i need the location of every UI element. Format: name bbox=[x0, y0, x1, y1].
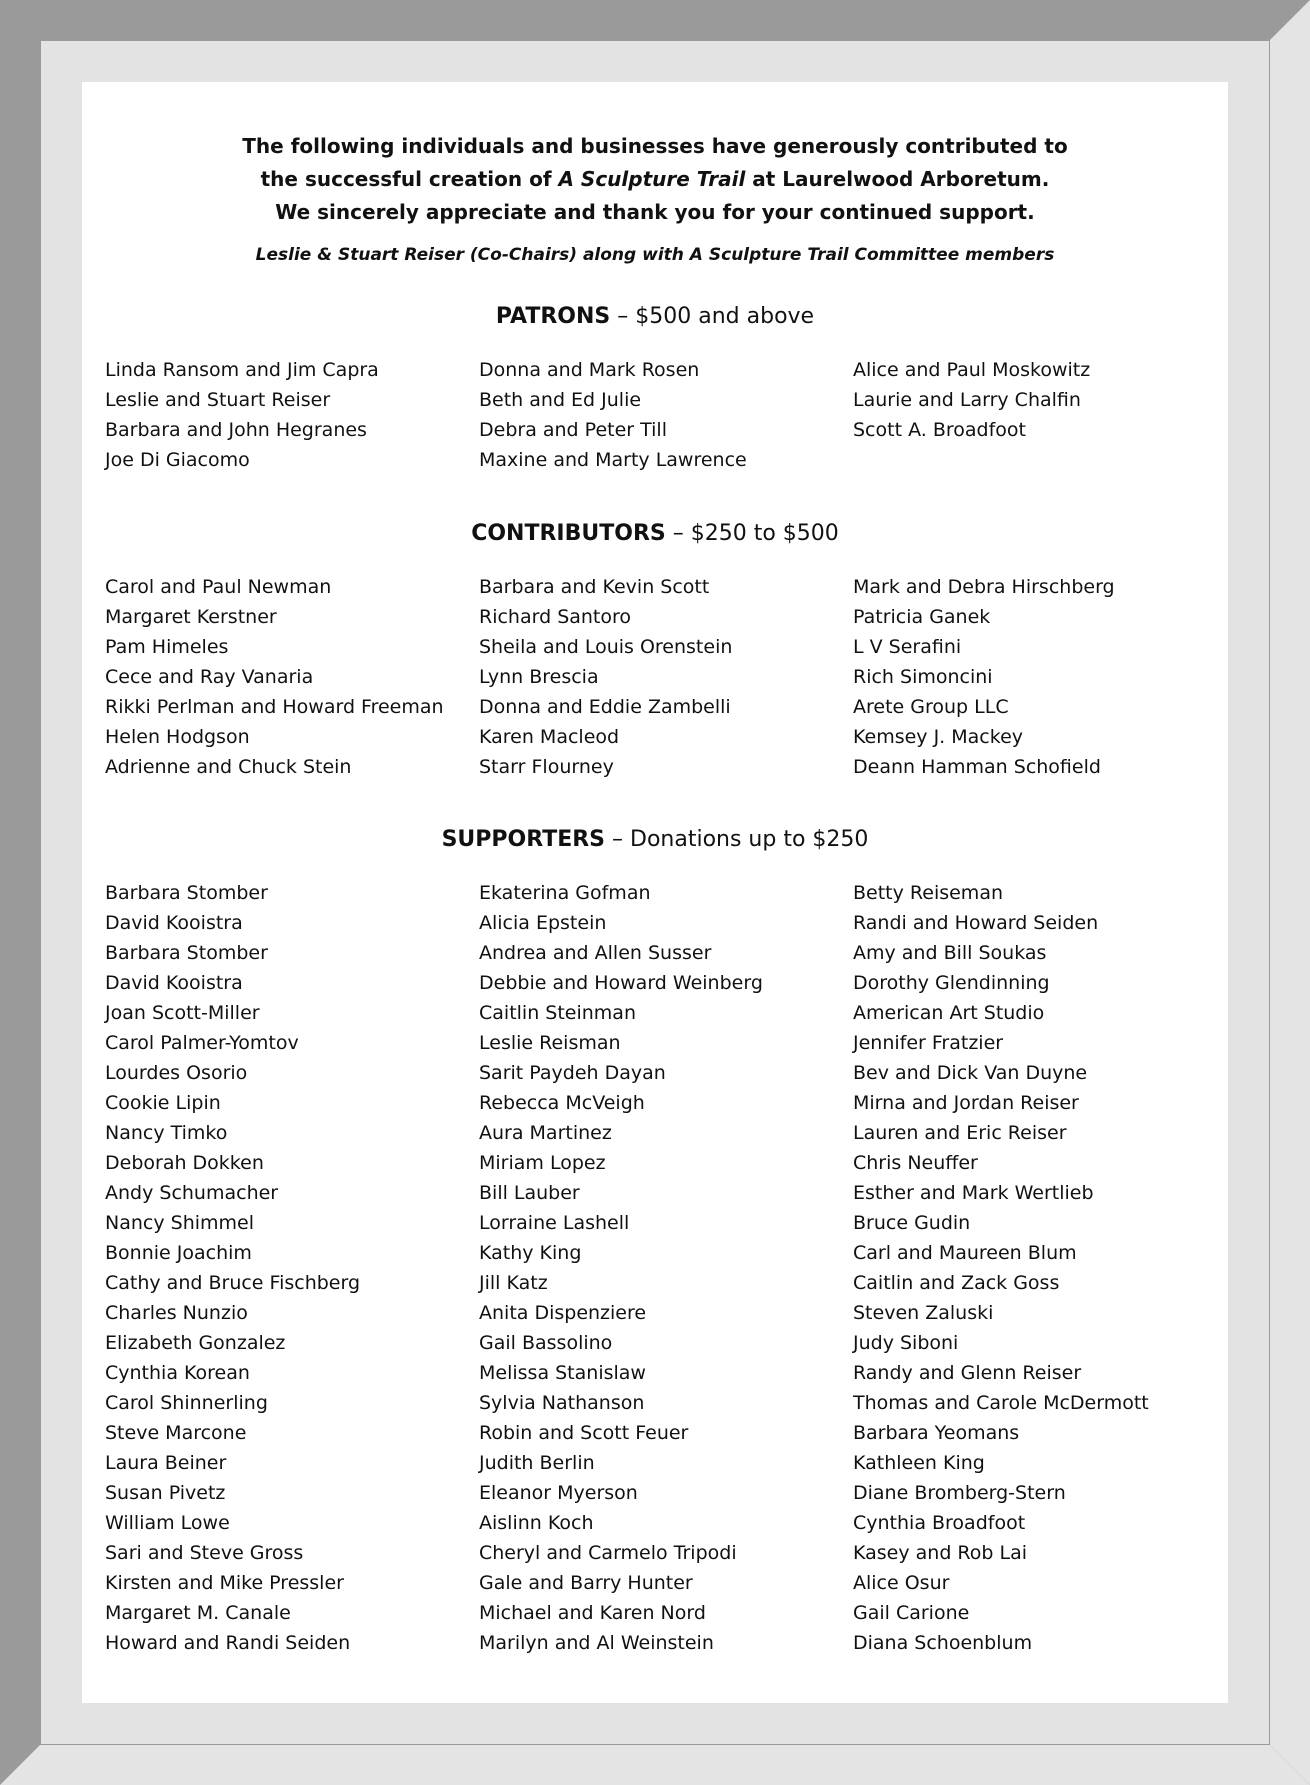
donor-name: Diane Bromberg-Stern bbox=[853, 1482, 1066, 1504]
donor-name: American Art Studio bbox=[853, 1002, 1045, 1024]
patrons-title: PATRONS bbox=[495, 304, 611, 329]
donor-name: Aura Martinez bbox=[479, 1122, 612, 1144]
donor-name: Sarit Paydeh Dayan bbox=[479, 1062, 666, 1084]
donor-name: Aislinn Koch bbox=[479, 1512, 594, 1534]
donor-name: Bonnie Joachim bbox=[105, 1242, 252, 1264]
donor-name: Cheryl and Carmelo Tripodi bbox=[479, 1542, 737, 1564]
donor-name: Ekaterina Gofman bbox=[479, 882, 651, 904]
donor-name: Bill Lauber bbox=[479, 1182, 580, 1204]
donor-name: David Kooistra bbox=[105, 912, 243, 934]
donor-name: Miriam Lopez bbox=[479, 1152, 606, 1174]
donor-name: Alice Osur bbox=[853, 1572, 950, 1594]
supporters-list bbox=[105, 878, 1215, 1658]
donor-name: Donna and Mark Rosen bbox=[479, 359, 700, 381]
donor-name: Cookie Lipin bbox=[105, 1092, 221, 1114]
trail-name: A Sculpture Trail bbox=[558, 167, 746, 191]
supporters-column-3 bbox=[853, 878, 1223, 1658]
patrons-column-1 bbox=[105, 355, 475, 475]
donor-name: Linda Ransom and Jim Capra bbox=[105, 359, 379, 381]
donor-name: Nancy Timko bbox=[105, 1122, 228, 1144]
donor-name: Mirna and Jordan Reiser bbox=[853, 1092, 1079, 1114]
donor-name: Barbara Yeomans bbox=[853, 1422, 1020, 1444]
donor-name: Leslie Reisman bbox=[479, 1032, 621, 1054]
donor-name: Laura Beiner bbox=[105, 1452, 227, 1474]
contributors-heading bbox=[82, 519, 1228, 549]
donor-name: Laurie and Larry Chalfin bbox=[853, 389, 1081, 411]
supporters-title: SUPPORTERS bbox=[441, 827, 606, 852]
donor-name: Diana Schoenblum bbox=[853, 1632, 1033, 1654]
donor-name: Charles Nunzio bbox=[105, 1302, 248, 1324]
donor-name: Adrienne and Chuck Stein bbox=[105, 756, 352, 778]
donor-name: Rebecca McVeigh bbox=[479, 1092, 645, 1114]
patrons-heading bbox=[82, 302, 1228, 332]
donor-name: Leslie and Stuart Reiser bbox=[105, 389, 331, 411]
donor-name: Dorothy Glendinning bbox=[853, 972, 1050, 994]
donor-name: Elizabeth Gonzalez bbox=[105, 1332, 286, 1354]
donor-name: Karen Macleod bbox=[479, 726, 620, 748]
donor-name: Cece and Ray Vanaria bbox=[105, 666, 314, 688]
contributors-column-3 bbox=[853, 572, 1223, 782]
donor-name: Caitlin Steinman bbox=[479, 1002, 636, 1024]
donor-name: Bev and Dick Van Duyne bbox=[853, 1062, 1088, 1084]
donor-name: Lynn Brescia bbox=[479, 666, 599, 688]
patrons-list bbox=[105, 355, 1215, 475]
donor-name: Susan Pivetz bbox=[105, 1482, 226, 1504]
supporters-column-2 bbox=[479, 878, 849, 1658]
donor-name: Lourdes Osorio bbox=[105, 1062, 248, 1084]
donor-name: Melissa Stanislaw bbox=[479, 1362, 646, 1384]
donor-name: Joe Di Giacomo bbox=[105, 449, 250, 471]
contributors-column-1 bbox=[105, 572, 475, 782]
donor-name: Sylvia Nathanson bbox=[479, 1392, 645, 1414]
donor-name: Lorraine Lashell bbox=[479, 1212, 630, 1234]
donor-name: Chris Neuffer bbox=[853, 1152, 978, 1174]
donor-name: Carol and Paul Newman bbox=[105, 576, 332, 598]
intro-line-3: We sincerely appreciate and thank you for your continued support. bbox=[275, 200, 1035, 224]
donor-name: Judy Siboni bbox=[853, 1332, 959, 1354]
donor-name: Randy and Glenn Reiser bbox=[853, 1362, 1082, 1384]
donor-name: Kemsey J. Mackey bbox=[853, 726, 1024, 748]
donor-name: Amy and Bill Soukas bbox=[853, 942, 1047, 964]
donor-name: Scott A. Broadfoot bbox=[853, 419, 1026, 441]
donor-name: Nancy Shimmel bbox=[105, 1212, 254, 1234]
intro-line-2-start: the successful creation of bbox=[260, 167, 559, 191]
donor-name: Thomas and Carole McDermott bbox=[853, 1392, 1149, 1414]
donor-name: Deborah Dokken bbox=[105, 1152, 264, 1174]
donor-name: Richard Santoro bbox=[479, 606, 632, 628]
donor-name: Sari and Steve Gross bbox=[105, 1542, 304, 1564]
donor-name: Sheila and Louis Orenstein bbox=[479, 636, 733, 658]
donor-name: Andy Schumacher bbox=[105, 1182, 279, 1204]
donor-name: Barbara and John Hegranes bbox=[105, 419, 367, 441]
donor-name: Carol Palmer-Yomtov bbox=[105, 1032, 299, 1054]
donor-name: Joan Scott-Miller bbox=[105, 1002, 260, 1024]
donor-name: Bruce Gudin bbox=[853, 1212, 971, 1234]
donor-name: Alice and Paul Moskowitz bbox=[853, 359, 1091, 381]
donor-name: Debra and Peter Till bbox=[479, 419, 667, 441]
donor-name: Steven Zaluski bbox=[853, 1302, 994, 1324]
donor-name: Barbara and Kevin Scott bbox=[479, 576, 710, 598]
donor-name: Cynthia Broadfoot bbox=[853, 1512, 1026, 1534]
donor-name: Jill Katz bbox=[479, 1272, 548, 1294]
donor-name: Steve Marcone bbox=[105, 1422, 247, 1444]
donor-name: Jennifer Fratzier bbox=[853, 1032, 1004, 1054]
donor-name: Mark and Debra Hirschberg bbox=[853, 576, 1115, 598]
donor-name: Randi and Howard Seiden bbox=[853, 912, 1099, 934]
donor-name: Rich Simoncini bbox=[853, 666, 993, 688]
donor-name: Gail Bassolino bbox=[479, 1332, 613, 1354]
intro-line-2-end: at Laurelwood Arboretum. bbox=[745, 167, 1050, 191]
donor-name: Helen Hodgson bbox=[105, 726, 250, 748]
donor-name: Howard and Randi Seiden bbox=[105, 1632, 351, 1654]
contributors-column-2 bbox=[479, 572, 849, 782]
donor-name: Barbara Stomber bbox=[105, 942, 268, 964]
donor-name: Carl and Maureen Blum bbox=[853, 1242, 1077, 1264]
patrons-subtitle: – $500 and above bbox=[610, 304, 815, 329]
donor-name: Arete Group LLC bbox=[853, 696, 1009, 718]
donor-name: Lauren and Eric Reiser bbox=[853, 1122, 1067, 1144]
donor-name: Patricia Ganek bbox=[853, 606, 991, 628]
donor-name: David Kooistra bbox=[105, 972, 243, 994]
donor-name: Maxine and Marty Lawrence bbox=[479, 449, 747, 471]
donor-name: Kathy King bbox=[479, 1242, 582, 1264]
donor-name: Esther and Mark Wertlieb bbox=[853, 1182, 1094, 1204]
patrons-column-3 bbox=[853, 355, 1223, 445]
donor-name: Andrea and Allen Susser bbox=[479, 942, 712, 964]
donor-name: Rikki Perlman and Howard Freeman bbox=[105, 696, 444, 718]
contributors-title: CONTRIBUTORS bbox=[471, 521, 666, 546]
donor-name: Betty Reiseman bbox=[853, 882, 1004, 904]
donor-name: Barbara Stomber bbox=[105, 882, 268, 904]
donor-name: Debbie and Howard Weinberg bbox=[479, 972, 763, 994]
donor-name: Marilyn and Al Weinstein bbox=[479, 1632, 714, 1654]
donor-name: Starr Flourney bbox=[479, 756, 614, 778]
supporters-heading bbox=[82, 825, 1228, 855]
donor-page bbox=[82, 82, 1228, 1703]
donor-name: Caitlin and Zack Goss bbox=[853, 1272, 1060, 1294]
donor-name: Margaret M. Canale bbox=[105, 1602, 291, 1624]
supporters-subtitle: – Donations up to $250 bbox=[605, 827, 869, 852]
donor-name: Eleanor Myerson bbox=[479, 1482, 638, 1504]
donor-name: William Lowe bbox=[105, 1512, 230, 1534]
donor-name: Judith Berlin bbox=[479, 1452, 595, 1474]
intro-line-2 bbox=[82, 163, 1228, 196]
donor-name: Michael and Karen Nord bbox=[479, 1602, 706, 1624]
donor-name: Alicia Epstein bbox=[479, 912, 607, 934]
contributors-list bbox=[105, 572, 1215, 782]
donor-name: Gale and Barry Hunter bbox=[479, 1572, 693, 1594]
donor-name: L V Serafini bbox=[853, 636, 962, 658]
intro-text bbox=[82, 130, 1228, 229]
contributors-subtitle: – $250 to $500 bbox=[665, 521, 839, 546]
donor-name: Gail Carione bbox=[853, 1602, 970, 1624]
donor-name: Pam Himeles bbox=[105, 636, 229, 658]
donor-name: Anita Dispenziere bbox=[479, 1302, 647, 1324]
donor-name: Kirsten and Mike Pressler bbox=[105, 1572, 344, 1594]
donor-name: Kasey and Rob Lai bbox=[853, 1542, 1028, 1564]
committee-credit: Leslie & Stuart Reiser (Co-Chairs) along with A Sculpture Trail Committee members bbox=[255, 245, 1055, 265]
donor-name: Carol Shinnerling bbox=[105, 1392, 268, 1414]
donor-name: Margaret Kerstner bbox=[105, 606, 277, 628]
donor-name: Beth and Ed Julie bbox=[479, 389, 642, 411]
donor-name: Robin and Scott Feuer bbox=[479, 1422, 689, 1444]
supporters-column-1 bbox=[105, 878, 475, 1658]
donor-name: Cynthia Korean bbox=[105, 1362, 250, 1384]
donor-name: Kathleen King bbox=[853, 1452, 985, 1474]
patrons-column-2 bbox=[479, 355, 849, 475]
donor-name: Deann Hamman Schofield bbox=[853, 756, 1101, 778]
donor-name: Cathy and Bruce Fischberg bbox=[105, 1272, 361, 1294]
intro-line-1: The following individuals and businesses have generously contributed to bbox=[242, 134, 1068, 158]
donor-name: Donna and Eddie Zambelli bbox=[479, 696, 731, 718]
